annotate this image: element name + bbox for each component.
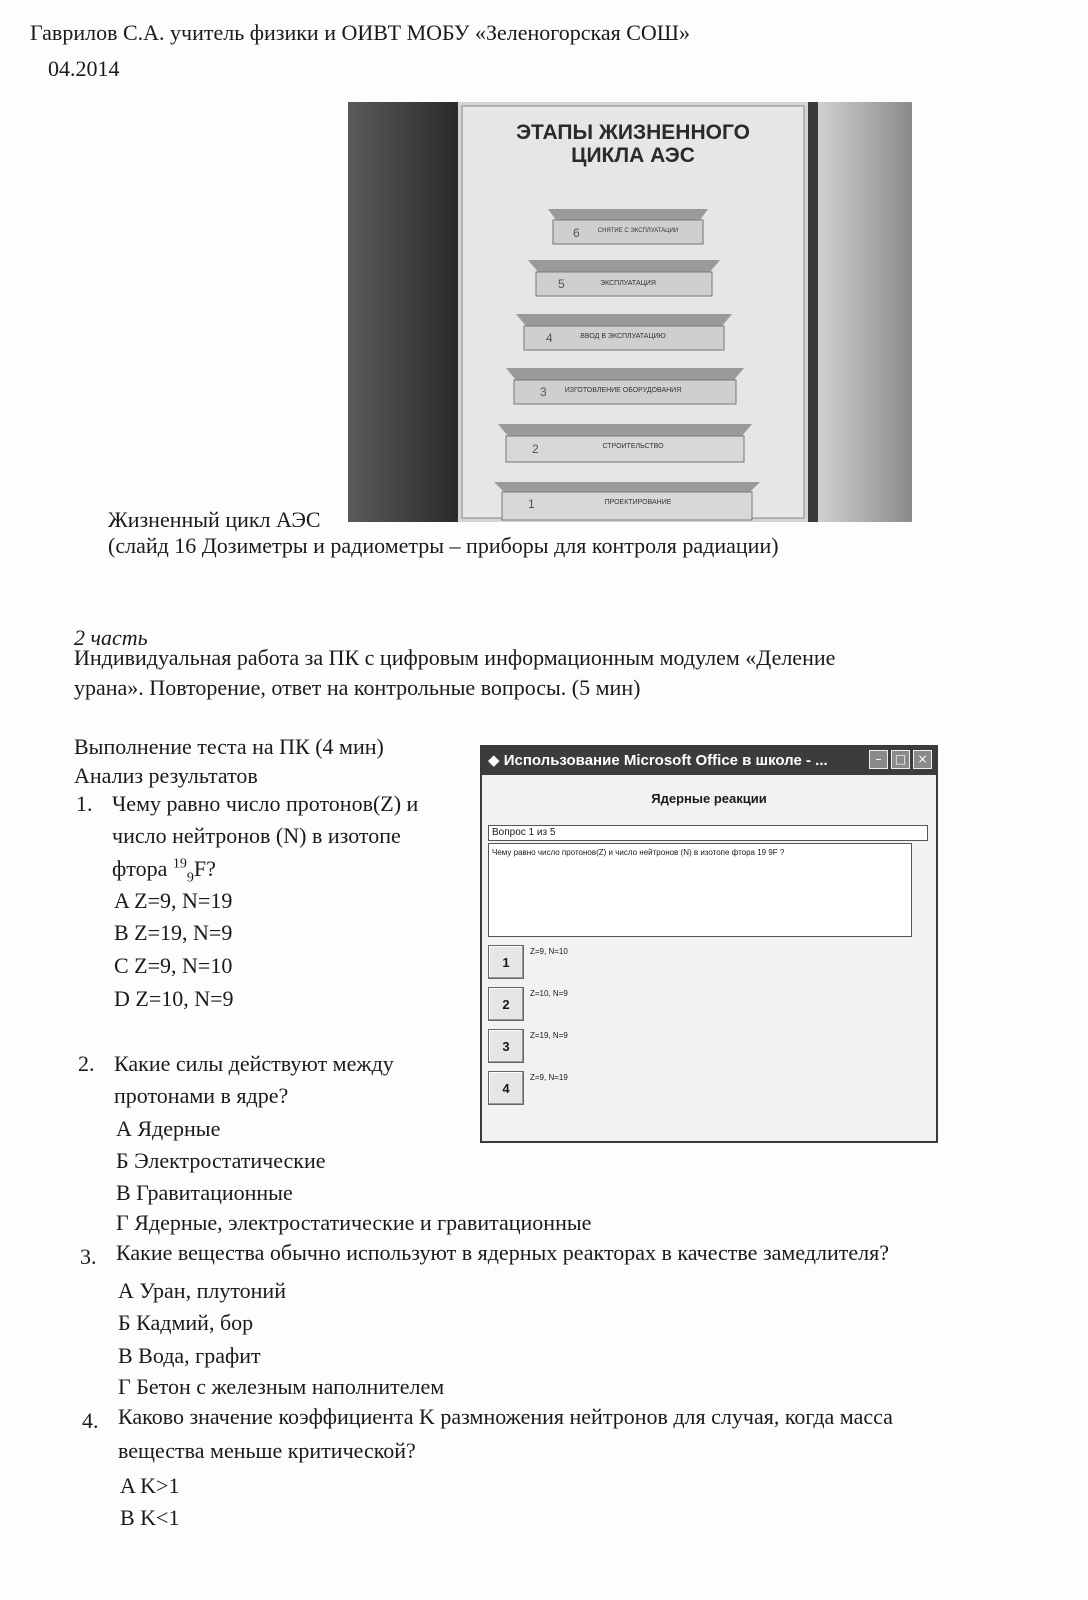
- option-1-text: Z=9, N=10: [530, 947, 568, 956]
- q1-answer-d: D Z=10, N=9: [114, 986, 234, 1011]
- q1-answer-c: C Z=9, N=10: [114, 953, 233, 978]
- question-3-number: 3.: [80, 1244, 97, 1269]
- lifecycle-photo: [348, 102, 912, 522]
- option-4-text: Z=9, N=19: [530, 1073, 568, 1082]
- q4-answer-a: A K>1: [120, 1473, 180, 1498]
- svg-text:5: 5: [558, 277, 565, 291]
- part-intro-line2: урана». Повторение, ответ на контрольные вопросы. (5 мин): [74, 675, 641, 700]
- close-icon[interactable]: ×: [913, 750, 932, 769]
- question-4-number: 4.: [82, 1408, 99, 1433]
- slide-reference: (слайд 16 Дозиметры и радиометры – приборы для контроля радиации): [108, 533, 779, 558]
- mass-number: 19: [172, 856, 187, 872]
- photo-heading-line2: ЦИКЛА АЭС: [571, 144, 695, 167]
- window-title: Использование Microsoft Office в школе - ...: [503, 752, 828, 769]
- window-titlebar: [482, 747, 936, 775]
- question-3-line1: Какие вещества обычно используют в ядерных реакторах в качестве замедлителя?: [116, 1240, 889, 1265]
- step-6: [548, 209, 708, 244]
- svg-text:4: 4: [546, 331, 553, 345]
- q3-answer-c: В Вода, графит: [118, 1343, 261, 1368]
- question-2-line1: Какие силы действуют между: [114, 1051, 394, 1076]
- option-3-button[interactable]: 3: [488, 1029, 524, 1063]
- question-4-line1: Каково значение коэффициента K размножения нейтронов для случая, когда масса: [118, 1404, 893, 1429]
- svg-text:ИЗГОТОВЛЕНИЕ ОБОРУДОВАНИЯ: ИЗГОТОВЛЕНИЕ ОБОРУДОВАНИЯ: [564, 387, 682, 394]
- question-1-line1: Чему равно число протонов(Z) и: [112, 791, 419, 816]
- window-heading: Ядерные реакции: [651, 791, 767, 806]
- question-text-box: Чему равно число протонов(Z) и число нейтронов (N) в изотопе фтора 19 9F ?: [488, 843, 912, 937]
- svg-text:ЭКСПЛУАТАЦИЯ: ЭКСПЛУАТАЦИЯ: [600, 280, 656, 287]
- q3-answer-a: А Уран, плутоний: [118, 1278, 286, 1303]
- step-5: [528, 260, 720, 296]
- element-symbol: F?: [193, 856, 216, 881]
- maximize-icon[interactable]: □: [891, 750, 910, 769]
- question-1-line2: число нейтронов (N) в изотопе: [112, 823, 401, 848]
- svg-text:1: 1: [528, 497, 535, 511]
- step-3: [506, 368, 744, 404]
- photo-heading-line1: ЭТАПЫ ЖИЗНЕННОГО: [516, 121, 750, 144]
- question-4-line2: вещества меньше критической?: [118, 1438, 416, 1463]
- part-intro-line1: Индивидуальная работа за ПК с цифровым информационным модулем «Деление: [74, 645, 836, 670]
- option-2-text: Z=10, N=9: [530, 989, 568, 998]
- svg-text:СТРОИТЕЛЬСТВО: СТРОИТЕЛЬСТВО: [602, 443, 664, 450]
- svg-text:6: 6: [573, 226, 580, 240]
- step-4: [516, 314, 732, 350]
- question-1-prefix: фтора: [112, 856, 173, 881]
- svg-text:ВВОД В ЭКСПЛУАТАЦИЮ: ВВОД В ЭКСПЛУАТАЦИЮ: [580, 333, 666, 340]
- q2-answer-b: Б Электростатические: [116, 1148, 326, 1173]
- q3-answer-d: Г Бетон с железным наполнителем: [118, 1374, 445, 1399]
- option-4-button[interactable]: 4: [488, 1071, 524, 1105]
- window-icon: ◆: [488, 752, 504, 769]
- svg-text:СНЯТИЕ С ЭКСПЛУАТАЦИИ: СНЯТИЕ С ЭКСПЛУАТАЦИИ: [597, 228, 679, 234]
- step-2: [498, 424, 752, 462]
- option-2-button[interactable]: 2: [488, 987, 524, 1021]
- q3-answer-b: Б Кадмий, бор: [118, 1310, 254, 1335]
- q4-answer-b: B K<1: [120, 1505, 180, 1530]
- author-line: Гаврилов С.А. учитель физики и ОИВТ МОБУ «Зеленогорская СОШ»: [30, 20, 690, 45]
- q2-answer-d: Г Ядерные, электростатические и гравитационные: [116, 1210, 592, 1235]
- question-2-line2: протонами в ядре?: [114, 1083, 289, 1108]
- analysis-label: Анализ результатов: [74, 763, 258, 788]
- q2-answer-c: В Гравитационные: [116, 1180, 293, 1205]
- question-counter: Вопрос 1 из 5: [488, 825, 928, 841]
- minimize-icon[interactable]: –: [869, 750, 888, 769]
- svg-text:ПРОЕКТИРОВАНИЕ: ПРОЕКТИРОВАНИЕ: [604, 499, 672, 506]
- svg-text:2: 2: [532, 442, 539, 456]
- q1-answer-a: A Z=9, N=19: [114, 888, 233, 913]
- question-1-line3: [112, 856, 216, 887]
- document-date: 04.2014: [48, 56, 120, 81]
- option-1-button[interactable]: 1: [488, 945, 524, 979]
- question-1-number: 1.: [76, 791, 93, 816]
- q2-answer-a: А Ядерные: [116, 1116, 221, 1141]
- option-3-text: Z=19, N=9: [530, 1031, 568, 1040]
- test-app-window: [480, 745, 938, 1143]
- atomic-number: 9: [186, 870, 194, 886]
- q1-answer-b: B Z=19, N=9: [114, 920, 233, 945]
- test-instruction: Выполнение теста на ПК (4 мин): [74, 734, 384, 759]
- question-2-number: 2.: [78, 1051, 95, 1076]
- svg-text:3: 3: [540, 385, 547, 399]
- photo-caption: Жизненный цикл АЭС: [108, 507, 321, 532]
- step-1: [494, 482, 760, 520]
- part-title: 2 часть: [74, 625, 148, 650]
